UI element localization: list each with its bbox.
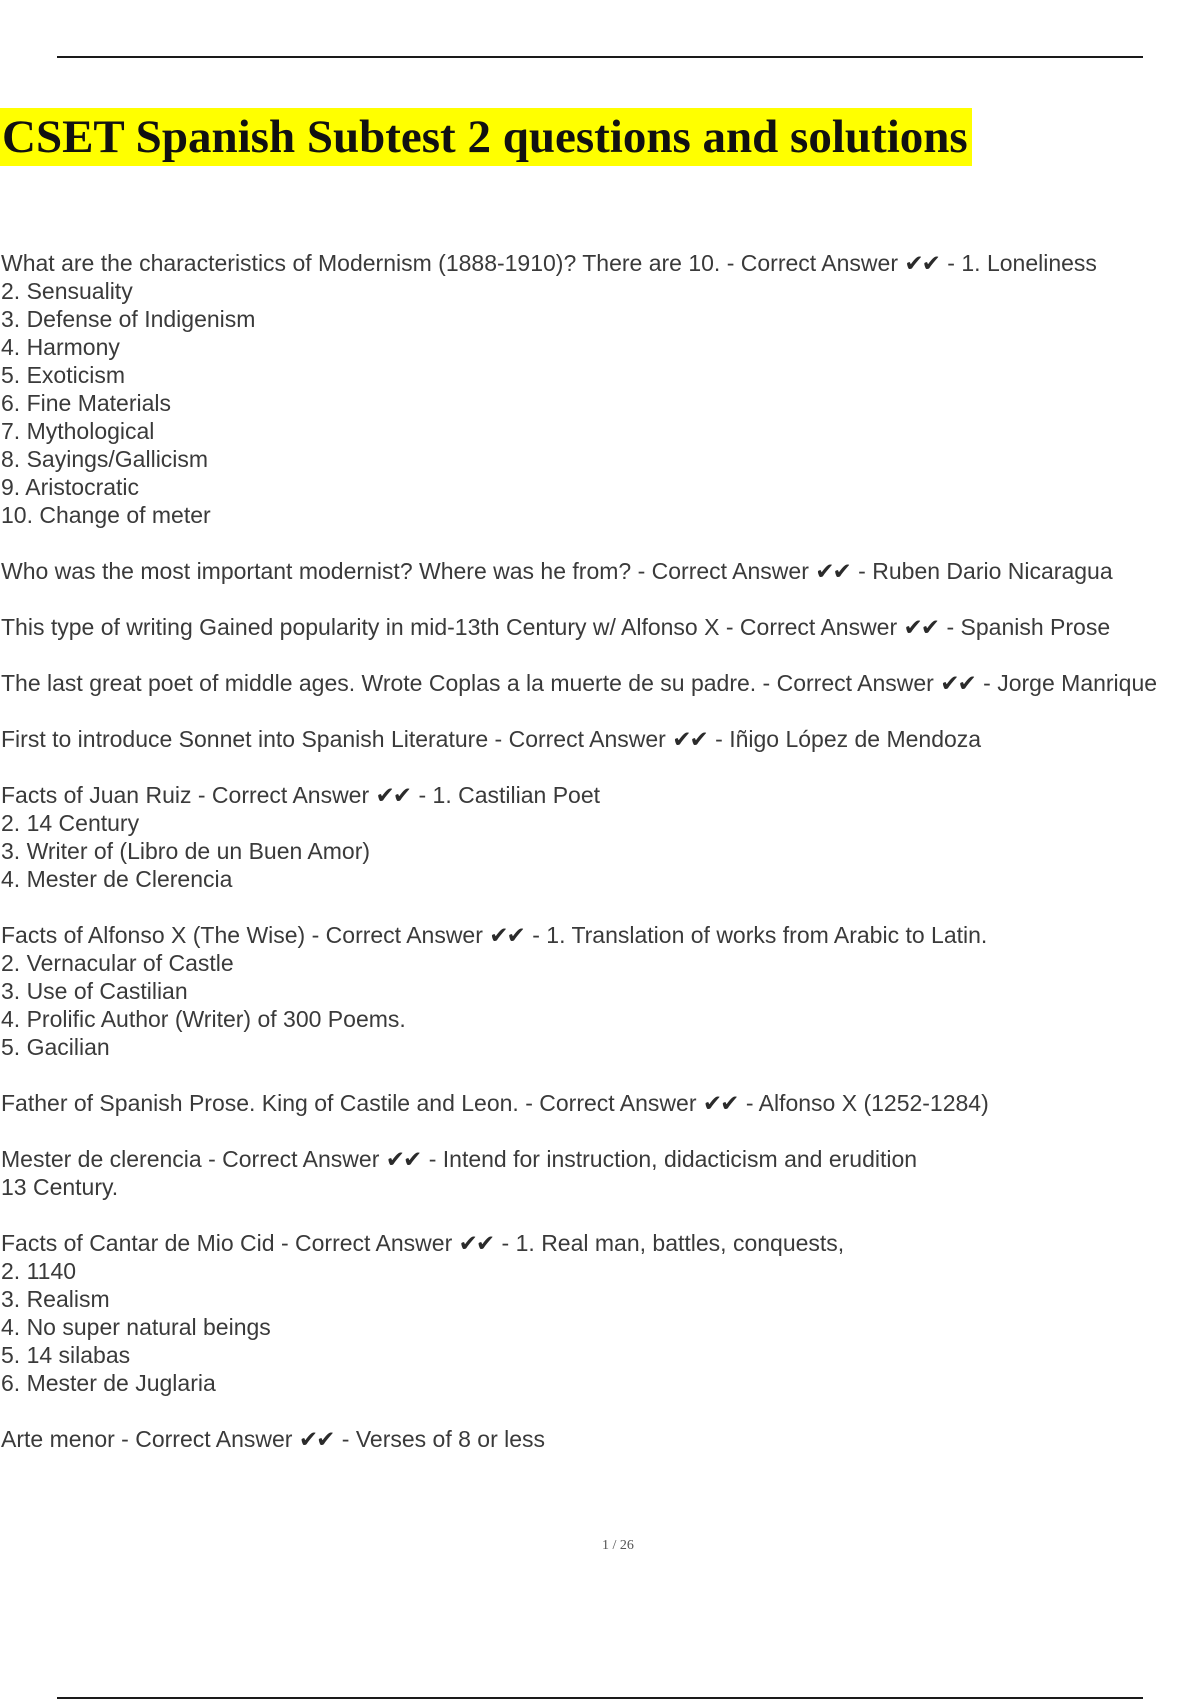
answer-list-item: 5. 14 silabas [1, 1342, 131, 1368]
answer-text: 1. Translation of works from Arabic to Latin. [546, 922, 988, 948]
correct-answer-label: Correct Answer [211, 782, 370, 808]
answer-list-item: 9. Aristocratic [1, 474, 140, 500]
answer-list-item: 4. Harmony [1, 334, 120, 360]
question-text: Facts of Cantar de Mio Cid [1, 1230, 275, 1256]
correct-answer-label: Correct Answer [539, 1090, 697, 1116]
top-rule [57, 56, 1143, 58]
answer-list-item: 6. Fine Materials [1, 390, 172, 416]
correct-answer-label: Correct Answer [135, 1426, 293, 1452]
question-text: This type of writing Gained popularity in mid-13th Century w/ Alfonso X [1, 614, 720, 640]
question-line: Who was the most important modernist? Where was he from? - Correct Answer ✔✔ - Ruben Dario Nicaragua [1, 558, 1113, 584]
double-check-icon: ✔✔ [672, 726, 707, 752]
qa-list [1, 249, 1196, 1481]
qa-entry [1, 1145, 1196, 1201]
correct-answer-label: Correct Answer [222, 1146, 380, 1172]
answer-list-item: 3. Realism [1, 1286, 110, 1312]
answer-text: 1. Castilian Poet [432, 782, 601, 808]
answer-list-item: 4. Mester de Clerencia [1, 866, 233, 892]
double-check-icon: ✔✔ [489, 922, 524, 948]
answer-list-item: 5. Exoticism [1, 362, 125, 388]
question-line: Mester de clerencia - Correct Answer ✔✔ - Intend for instruction, didacticism and erudition [1, 1146, 918, 1172]
qa-entry [1, 669, 1196, 697]
answer-list-item: 4. No super natural beings [1, 1314, 271, 1340]
double-check-icon: ✔✔ [385, 1146, 421, 1172]
double-check-icon: ✔✔ [903, 614, 939, 640]
question-text: The last great poet of middle ages. Wrote Coplas a la muerte de su padre. [1, 670, 757, 696]
question-text: Arte menor [1, 1426, 115, 1452]
question-text: First to introduce Sonnet into Spanish Literature [1, 726, 489, 752]
answer-list-item: 2. Vernacular of Castle [1, 950, 234, 976]
answer-text: Intend for instruction, didacticism and erudition [442, 1146, 918, 1172]
question-line: What are the characteristics of Modernism (1888-1910)? There are 10. - Correct Answer ✔✔ - 1. Loneliness [1, 250, 1097, 276]
answer-text: Verses of 8 or less [355, 1426, 546, 1452]
question-line: This type of writing Gained popularity in mid-13th Century w/ Alfonso X - Correct Answer ✔✔ - Spanish Prose [1, 614, 1111, 640]
answer-list-item: 3. Use of Castilian [1, 978, 188, 1004]
double-check-icon: ✔✔ [815, 558, 850, 584]
answer-text: Jorge Manrique [997, 670, 1158, 696]
page-number: 1 / 26 [602, 1538, 634, 1553]
document-title: CSET Spanish Subtest 2 questions and solutions [0, 108, 972, 166]
answer-list-item: 13 Century. [1, 1174, 119, 1200]
answer-list-item: 2. 1140 [1, 1258, 77, 1284]
answer-list-item: 4. Prolific Author (Writer) of 300 Poems. [1, 1006, 406, 1032]
double-check-icon: ✔✔ [702, 1090, 738, 1116]
question-line: Facts of Cantar de Mio Cid - Correct Answer ✔✔ - 1. Real man, battles, conquests, [1, 1230, 845, 1256]
answer-list-item: 6. Mester de Juglaria [1, 1370, 216, 1396]
question-text: Mester de clerencia [1, 1146, 202, 1172]
qa-entry [1, 1229, 1196, 1397]
answer-list-item: 2. 14 Century [1, 810, 140, 836]
question-line: The last great poet of middle ages. Wrote Coplas a la muerte de su padre. - Correct Answer ✔✔ - Jorge Manrique [1, 670, 1158, 696]
answer-text: Spanish Prose [960, 614, 1111, 640]
answer-list-item: 10. Change of meter [1, 502, 211, 528]
double-check-icon: ✔✔ [940, 670, 975, 696]
answer-list-item: 5. Gacilian [1, 1034, 110, 1060]
correct-answer-label: Correct Answer [295, 1230, 453, 1256]
answer-list-item: 8. Sayings/Gallicism [1, 446, 209, 472]
question-line: Facts of Juan Ruiz - Correct Answer ✔✔ - 1. Castilian Poet [1, 782, 601, 808]
question-line: Facts of Alfonso X (The Wise) - Correct Answer ✔✔ - 1. Translation of works from Arabic to Latin. [1, 922, 988, 948]
double-check-icon: ✔✔ [458, 1230, 494, 1256]
answer-text: 1. Real man, battles, conquests, [515, 1230, 845, 1256]
qa-entry [1, 1089, 1196, 1117]
correct-answer-label: Correct Answer [651, 558, 809, 584]
double-check-icon: ✔✔ [904, 250, 939, 276]
answer-list-item: 3. Defense of Indigenism [1, 306, 256, 332]
question-text: Facts of Juan Ruiz [1, 782, 192, 808]
qa-entry [1, 921, 1196, 1061]
answer-text: 1. Loneliness [961, 250, 1097, 276]
bottom-rule [57, 1697, 1143, 1699]
correct-answer-label: Correct Answer [739, 614, 898, 640]
qa-entry [1, 1425, 1196, 1453]
correct-answer-label: Correct Answer [740, 250, 898, 276]
question-line: Father of Spanish Prose. King of Castile and Leon. - Correct Answer ✔✔ - Alfonso X (1252-1284) [1, 1090, 989, 1116]
question-text: Facts of Alfonso X (The Wise) [1, 922, 306, 948]
double-check-icon: ✔✔ [298, 1426, 334, 1452]
question-text: What are the characteristics of Modernism (1888-1910)? There are 10. [1, 250, 721, 276]
qa-entry [1, 557, 1196, 585]
answer-list-item: 3. Writer of (Libro de un Buen Amor) [1, 838, 371, 864]
qa-entry [1, 613, 1196, 641]
qa-entry [1, 781, 1196, 893]
correct-answer-label: Correct Answer [325, 922, 483, 948]
answer-text: Ruben Dario Nicaragua [872, 558, 1113, 584]
qa-entry [1, 249, 1196, 529]
question-line: First to introduce Sonnet into Spanish Literature - Correct Answer ✔✔ - Iñigo López de Mendoza [1, 726, 982, 752]
answer-list-item: 7. Mythological [1, 418, 155, 444]
qa-entry [1, 725, 1196, 753]
answer-text: Iñigo López de Mendoza [729, 726, 982, 752]
answer-text: Alfonso X (1252-1284) [758, 1090, 989, 1116]
correct-answer-label: Correct Answer [508, 726, 666, 752]
question-text: Who was the most important modernist? Where was he from? [1, 558, 632, 584]
question-text: Father of Spanish Prose. King of Castile and Leon. [1, 1090, 519, 1116]
correct-answer-label: Correct Answer [776, 670, 934, 696]
double-check-icon: ✔✔ [375, 782, 411, 808]
answer-list-item: 2. Sensuality [1, 278, 133, 304]
question-line: Arte menor - Correct Answer ✔✔ - Verses of 8 or less [1, 1426, 546, 1452]
